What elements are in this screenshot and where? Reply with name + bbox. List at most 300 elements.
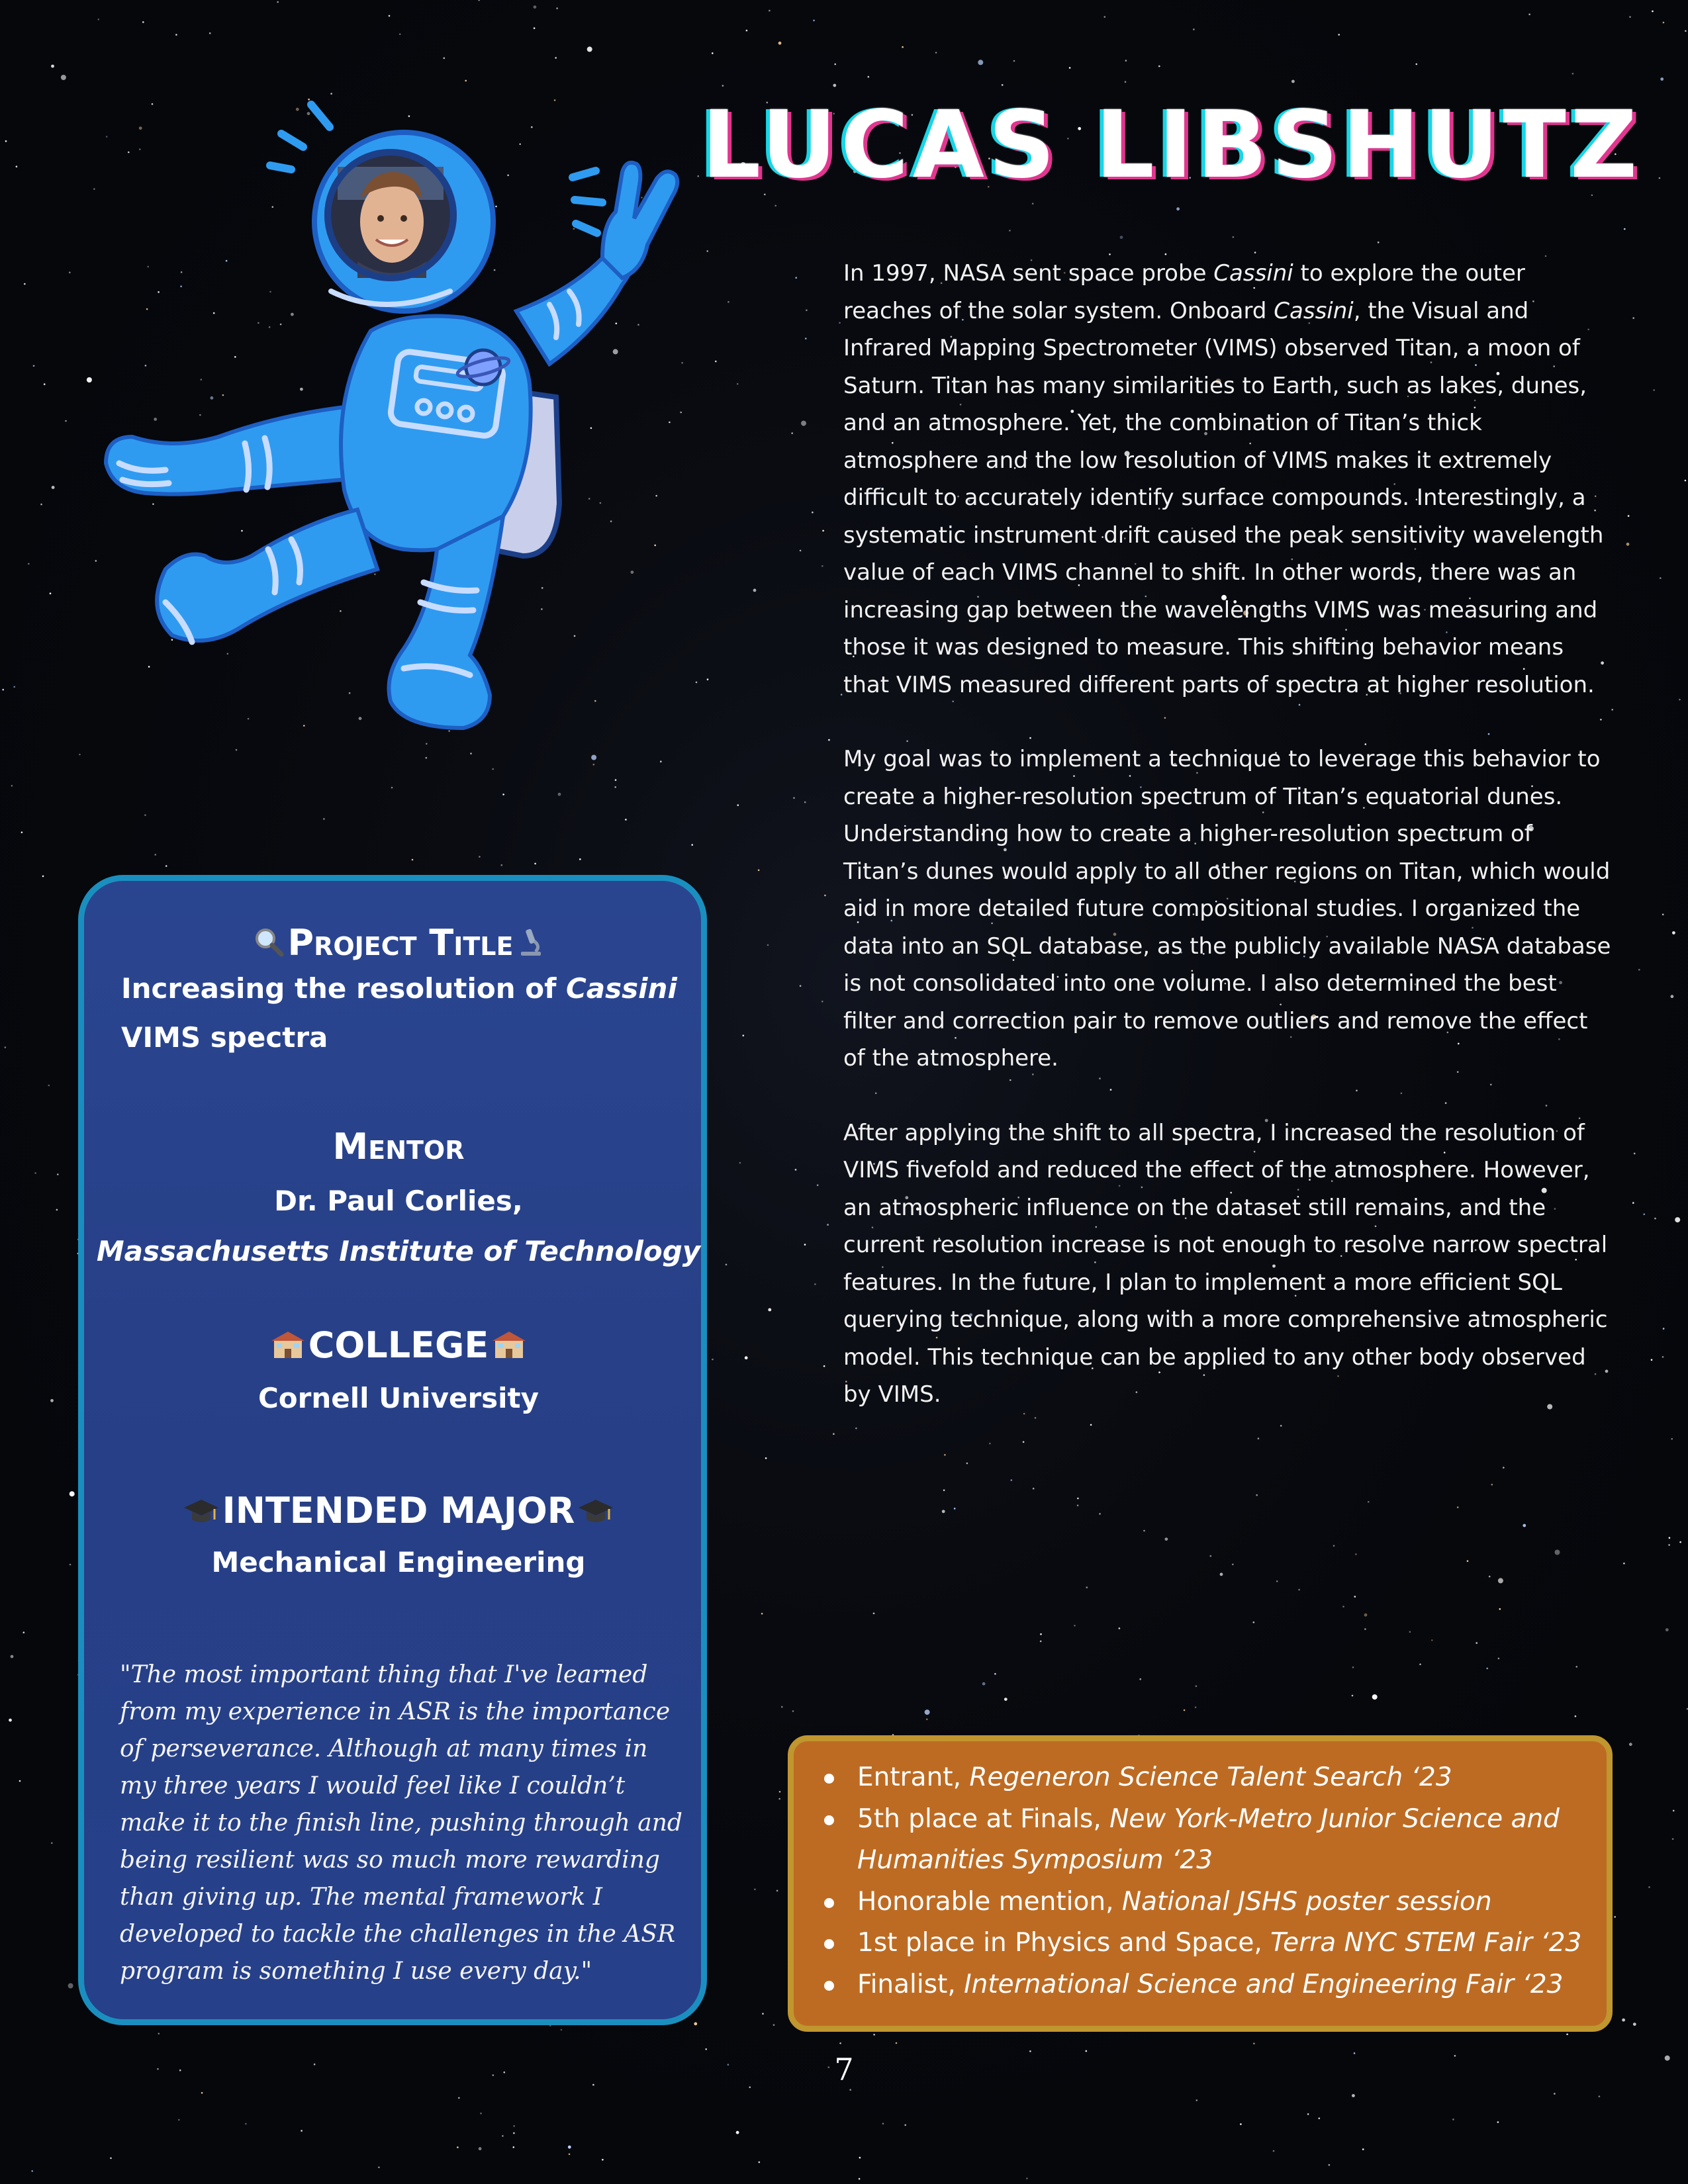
star — [1660, 77, 1664, 81]
star — [1338, 34, 1340, 36]
star — [1086, 1586, 1088, 1588]
star — [712, 52, 714, 54]
star — [660, 760, 662, 762]
star — [833, 1433, 835, 1435]
star — [1672, 1838, 1674, 1840]
star — [737, 383, 739, 385]
star — [1632, 317, 1634, 319]
star — [1220, 1572, 1223, 1576]
star — [1026, 2177, 1028, 2179]
star — [13, 686, 15, 688]
star — [1040, 1641, 1042, 1643]
star — [1210, 1555, 1212, 1557]
bio-text-segment: to explore the outer reaches of the solar system. Onboard — [843, 260, 1525, 324]
award-event: Regeneron Science Talent Search ‘23 — [969, 1762, 1452, 1792]
star — [822, 530, 824, 532]
star — [727, 2064, 729, 2066]
star — [1665, 2056, 1670, 2061]
awards-list — [794, 1741, 1607, 2005]
star — [42, 876, 44, 878]
star — [1276, 1580, 1278, 1582]
star — [795, 1169, 797, 1171]
star — [800, 985, 802, 987]
star — [1416, 64, 1418, 66]
star — [1628, 515, 1630, 517]
star — [556, 7, 558, 9]
star — [110, 2158, 112, 2160]
award-item — [857, 1964, 1593, 2006]
college-label: COLLEGE — [308, 1324, 489, 1366]
star — [504, 2071, 506, 2073]
star — [859, 2157, 861, 2159]
star — [902, 46, 904, 48]
star — [1643, 1213, 1645, 1215]
star — [615, 779, 617, 781]
award-event: New York-Metro Junior Science and Humanities Symposium ‘23 — [857, 1803, 1560, 1875]
star — [1104, 16, 1106, 18]
star — [1233, 236, 1235, 238]
star — [935, 52, 937, 54]
star — [569, 2154, 571, 2156]
star — [1232, 1564, 1234, 1566]
award-title: 1st place in Physics and Space, — [857, 1928, 1271, 1958]
star — [87, 377, 92, 383]
star — [1195, 1706, 1197, 1708]
star — [754, 1889, 756, 1891]
star — [792, 1710, 794, 1712]
star — [773, 2024, 775, 2026]
star — [926, 1719, 928, 1721]
star — [1528, 13, 1530, 15]
star — [1364, 1614, 1368, 1617]
star — [65, 420, 67, 422]
school-building-icon — [271, 1326, 305, 1369]
star — [1503, 1467, 1505, 1469]
star — [178, 2119, 180, 2121]
star — [1291, 80, 1295, 83]
star — [762, 2013, 764, 2015]
star — [778, 1798, 780, 1800]
star — [592, 2084, 594, 2086]
star — [1419, 1664, 1421, 1666]
star — [1679, 1541, 1681, 1543]
star — [5, 140, 7, 142]
star — [1364, 1628, 1366, 1630]
project-title-label: Project Title — [287, 922, 514, 964]
award-event: International Science and Engineering Fair ‘23 — [964, 1969, 1564, 1999]
star — [1498, 1658, 1500, 1660]
star — [1077, 1498, 1079, 1500]
star — [1372, 1694, 1378, 1700]
star — [801, 421, 806, 426]
project-title-line1 — [121, 964, 690, 1013]
star — [179, 2070, 181, 2071]
star — [753, 589, 757, 592]
star — [1491, 1484, 1493, 1486]
star — [1074, 1625, 1076, 1627]
star — [726, 1264, 727, 1266]
star — [175, 34, 177, 36]
star — [614, 786, 616, 788]
star — [158, 2033, 160, 2035]
star — [994, 1673, 996, 1675]
star — [1069, 67, 1071, 69]
star — [378, 2167, 380, 2169]
star — [715, 361, 717, 363]
star — [1333, 1545, 1335, 1547]
page-number: 7 — [834, 2052, 854, 2087]
star — [1457, 1506, 1459, 1508]
star — [1611, 709, 1613, 711]
star — [323, 818, 325, 820]
star — [833, 84, 836, 87]
college-value: Cornell University — [258, 1382, 539, 1414]
star — [48, 1085, 50, 1087]
star — [705, 2048, 707, 2050]
star — [165, 865, 167, 867]
star — [142, 21, 144, 23]
star — [805, 338, 807, 340]
star — [1653, 389, 1655, 391]
star — [1298, 1589, 1300, 1591]
award-item — [857, 1757, 1593, 1799]
star — [1489, 1576, 1491, 1578]
star — [426, 757, 428, 759]
star — [479, 856, 481, 858]
star — [144, 814, 146, 816]
project-title-line2: VIMS spectra — [121, 1021, 328, 1054]
star — [534, 863, 536, 865]
star — [1158, 66, 1160, 68]
star — [61, 75, 66, 80]
star — [1240, 2123, 1242, 2125]
star — [759, 2161, 761, 2163]
star — [502, 2135, 504, 2137]
star — [501, 864, 503, 866]
star — [1523, 1524, 1526, 1527]
star — [839, 322, 841, 324]
star — [1679, 699, 1681, 701]
star — [1622, 2019, 1625, 2022]
star — [1352, 1695, 1354, 1697]
star — [1431, 1639, 1433, 1641]
star — [736, 2131, 739, 2134]
star — [737, 804, 739, 806]
star — [873, 2034, 875, 2036]
star — [1476, 1642, 1477, 1644]
star — [1004, 1698, 1008, 1701]
mentor-name: Dr. Paul Corlies, — [274, 1185, 523, 1217]
star — [1576, 1666, 1578, 1668]
star — [841, 694, 843, 696]
star — [1629, 1743, 1632, 1746]
star — [154, 854, 156, 856]
star — [1011, 1479, 1013, 1481]
star — [727, 301, 729, 303]
bio-text-segment: My goal was to implement a technique to leverage this behavior to create a higher-resolution spectrum of Titan’s equatorial dunes. Understanding how to create a higher-resolution spectrum of Titan’s dunes would apply to all other regions on Titan, which would aid in more detailed future compositional studies. I organized the data into an SQL database, as the publicly available NASA database is not consolidated into one volume. I also determined the best filter and correction pair to remove outliers and remove the effect of the atmosphere. — [843, 746, 1611, 1071]
star — [1120, 236, 1123, 239]
star — [1354, 2052, 1356, 2054]
star — [50, 1399, 54, 1402]
major-value: Mechanical Engineering — [211, 1546, 586, 1578]
star — [817, 1185, 819, 1187]
star — [1467, 1560, 1469, 1562]
star — [767, 944, 769, 946]
star — [896, 2042, 898, 2044]
project-title-text: Increasing the resolution of — [121, 972, 566, 1005]
star — [69, 271, 71, 273]
star — [70, 1491, 75, 1496]
star — [1654, 1218, 1656, 1220]
star — [492, 768, 494, 770]
bio-italic-text: Cassini — [1274, 297, 1354, 324]
star — [1663, 22, 1665, 24]
star — [694, 2023, 697, 2026]
star — [804, 1244, 806, 1246]
star — [827, 1224, 829, 1226]
star — [834, 64, 836, 66]
star — [314, 2064, 316, 2066]
star — [778, 42, 782, 45]
star — [1652, 11, 1654, 13]
star — [1125, 60, 1127, 62]
star — [593, 764, 595, 766]
star — [19, 1780, 21, 1782]
astronaut-illustration — [93, 93, 715, 748]
bio-paragraph-2 — [843, 741, 1611, 1077]
star — [722, 85, 724, 87]
star — [942, 1510, 945, 1513]
star — [739, 1162, 741, 1164]
award-event: National JSHS poster session — [1121, 1886, 1492, 1917]
star — [758, 870, 760, 872]
star — [534, 5, 537, 9]
star — [11, 785, 13, 787]
star — [1013, 60, 1015, 62]
star — [1673, 1810, 1675, 1812]
star — [51, 65, 54, 68]
star — [868, 76, 870, 78]
star — [1354, 1596, 1356, 1598]
star — [9, 1719, 12, 1722]
star — [1086, 2050, 1088, 2052]
star — [1486, 1668, 1488, 1670]
star — [1675, 1217, 1680, 1222]
major-label: INTENDED MAJOR — [222, 1490, 575, 1531]
star — [1632, 1202, 1634, 1204]
star — [745, 1356, 748, 1359]
bio-text-segment: In 1997, NASA sent space probe — [843, 260, 1214, 287]
star — [795, 277, 797, 279]
star — [791, 432, 793, 434]
star — [982, 1682, 986, 1686]
award-event: Terra NYC STEM Fair ‘23 — [1270, 1928, 1582, 1958]
star — [579, 858, 581, 860]
magnifying-glass-icon — [254, 924, 284, 966]
microscope-icon — [517, 924, 543, 966]
star — [1256, 1494, 1258, 1496]
star — [587, 46, 592, 52]
star — [51, 1843, 53, 1844]
bio-paragraph-3 — [843, 1115, 1611, 1414]
star — [1253, 1621, 1255, 1623]
star — [1669, 1537, 1671, 1539]
star — [79, 754, 81, 756]
star — [70, 1564, 71, 1566]
award-title: 5th place at Finals, — [857, 1803, 1110, 1834]
star — [743, 1034, 745, 1036]
star — [1626, 543, 1630, 546]
project-title-italic: Cassini — [565, 972, 677, 1005]
star — [943, 1489, 945, 1491]
bio-text-segment: After applying the shift to all spectra, I increased the resolution of VIMS fivefold and reduced the effect of the atmosphere. However, an atmospheric influence on the dataset still remains, and the current resolution increase is not enough to resolve narrow spectral features. In the future, I plan to implement a more efficient SQL querying technique, along with a more comprehensive atmospheric model. This technique can be applied to any other body observed by VIMS. — [843, 1119, 1608, 1408]
star — [11, 1655, 14, 1659]
info-card — [78, 875, 707, 2025]
star — [1660, 577, 1662, 579]
star — [1196, 1685, 1197, 1687]
star — [1651, 1359, 1653, 1361]
star — [1672, 931, 1675, 934]
star — [1329, 2164, 1331, 2166]
star — [749, 2087, 751, 2089]
star — [1659, 177, 1661, 179]
star — [1599, 2095, 1601, 2097]
star — [821, 1001, 823, 1003]
star — [465, 80, 467, 82]
star — [814, 1283, 816, 1285]
star — [828, 739, 830, 741]
star — [1040, 1633, 1042, 1635]
star — [2, 689, 4, 691]
star — [1378, 242, 1380, 244]
star — [470, 752, 472, 754]
star — [24, 283, 26, 285]
star — [691, 844, 693, 846]
award-title: Entrant, — [857, 1762, 970, 1792]
star — [479, 2147, 482, 2150]
star — [33, 365, 35, 367]
star — [1497, 2121, 1499, 2123]
star — [925, 1709, 930, 1715]
star — [859, 2178, 861, 2180]
star — [389, 15, 391, 17]
star — [236, 749, 238, 751]
star — [40, 504, 42, 506]
student-quote: "The most important thing that I've learned from my experience in ASR is the importance of perseverance. Although at many times in my three years I would feel like I couldn’t make it to the finish line, pushing through and being resilient was so much more rewarding than giving up. The mental framework I developed to tackle the challenges in the ASR program is something I use every day." — [120, 1661, 682, 1985]
major-heading — [84, 1490, 713, 1534]
award-item — [857, 1882, 1593, 1923]
star — [1362, 2148, 1364, 2150]
star — [1253, 2043, 1255, 2045]
star — [1165, 1537, 1168, 1541]
star — [1368, 1501, 1370, 1503]
star — [1665, 1628, 1669, 1631]
awards-box — [788, 1735, 1613, 2032]
star — [21, 831, 23, 833]
star — [954, 1508, 956, 1510]
star — [625, 819, 627, 821]
star — [1352, 1666, 1354, 1668]
star — [774, 205, 776, 207]
star — [1663, 1328, 1665, 1330]
star — [813, 20, 815, 22]
star — [779, 1791, 781, 1793]
star — [1254, 251, 1256, 253]
star — [768, 1308, 771, 1312]
star — [1575, 1715, 1577, 1717]
name-title: LUCAS LIBSHUTZ — [702, 91, 1642, 199]
star — [904, 2124, 906, 2126]
project-title-heading — [84, 922, 713, 966]
star — [966, 1463, 968, 1465]
star — [804, 801, 806, 803]
star — [28, 563, 30, 565]
star — [1077, 1504, 1079, 1506]
star — [513, 2132, 515, 2134]
star — [812, 512, 814, 514]
star — [1629, 16, 1631, 18]
star — [1319, 2118, 1321, 2120]
star — [412, 859, 414, 861]
star — [277, 1, 279, 3]
star — [561, 2029, 563, 2031]
star — [1662, 914, 1664, 916]
star — [769, 10, 771, 12]
school-building-icon — [492, 1326, 526, 1369]
star — [800, 550, 802, 552]
star — [1685, 480, 1687, 482]
bio-text — [843, 255, 1611, 1451]
award-title: Honorable mention, — [857, 1886, 1122, 1917]
bio-text-segment: , the Visual and Infrared Mapping Spectrometer (VIMS) observed Titan, a moon of Saturn. Titan has many similarities to Earth, such as lakes, dunes, and an atmosphere. Yet, the combination of Titan’s thick atmosphere and the low resolution of VIMS makes it extremely difficult to accurately identify surface compounds. Interestingly, a systematic instrument drift caused the peak sensitivity wavelength value of each VIMS channel to shift. In other words, there was an increasing gap between the wavelengths VIMS was measuring and those it was designed to measure. This shifting behavior means that VIMS measured different parts of spectra at higher resolution. — [843, 297, 1604, 698]
star — [1634, 1153, 1636, 1155]
star — [776, 1890, 778, 1892]
award-item — [857, 1799, 1593, 1882]
star — [1307, 2113, 1309, 2115]
star — [1685, 30, 1687, 32]
star — [458, 2097, 460, 2099]
star — [1099, 1513, 1101, 1515]
star — [558, 793, 561, 796]
star — [1002, 84, 1004, 86]
star — [746, 30, 748, 32]
star — [1624, 228, 1626, 230]
star — [1033, 1488, 1035, 1490]
star — [44, 383, 46, 385]
star — [391, 787, 393, 789]
star — [568, 2146, 571, 2149]
star — [57, 1173, 59, 1175]
star — [1125, 81, 1127, 83]
star — [1452, 2118, 1454, 2120]
star — [1119, 1627, 1121, 1629]
star — [56, 1209, 58, 1211]
star — [1648, 1886, 1650, 1888]
star — [591, 755, 596, 760]
star — [1668, 1544, 1670, 1546]
star — [781, 1706, 783, 1708]
star — [301, 2130, 303, 2132]
star — [1662, 1356, 1664, 1358]
star — [534, 27, 536, 29]
graduation-cap-icon — [184, 1492, 218, 1534]
star — [1499, 1608, 1501, 1610]
star — [1176, 207, 1180, 210]
star — [98, 19, 100, 21]
star — [602, 2159, 604, 2161]
bio-paragraph-1 — [843, 255, 1611, 704]
star — [793, 797, 795, 799]
